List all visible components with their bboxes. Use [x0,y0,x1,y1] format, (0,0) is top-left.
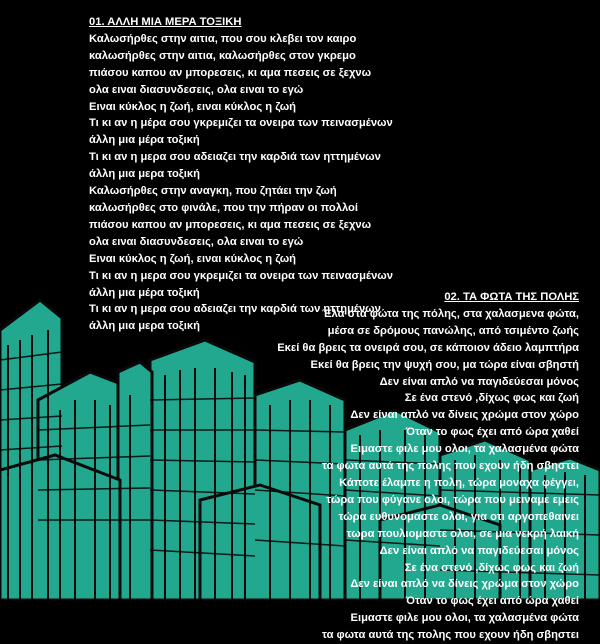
lyric-line: Ειμαστε φιλε μου ολοι, τα χαλασμένα φώτα [350,443,579,456]
song-1-lyrics [89,14,509,335]
lyric-line: Ειμαστε φιλε μου ολοι, τα χαλασμένα φώτα [350,612,579,625]
lyric-line: άλλη μια μέρα τοξική [89,286,200,299]
lyric-line: Δεν είναι απλό να δίνεις χρώμα στον χώρο [350,578,579,591]
lyric-line: τωρα πουλιομαστε ολοι, σε μια νεκρή λαική [346,527,579,540]
lyric-line: άλλη μια μερα τοξική [89,320,200,333]
lyric-line: Εκεί θα βρεις την ψυχή σου, μα τώρα είναι σβηστή [310,358,579,371]
lyric-line: Έλα στα φώτα της πόλης, στα χαλασμενα φώτα, [321,307,579,320]
song-2-title: 02. ΤΑ ΦΩΤΑ ΤΗΣ ΠΟΛΗΣ [444,291,579,303]
lyric-line: Τι κι αν η μερα σου γκρεμιζει τα ονειρα των πεινασμένων [89,269,393,282]
lyric-line: τώρα που φύγανε ολοι, τώρα που μειναμε εμεις [326,493,579,506]
song-1-title: 01. ΑΛΛΗ ΜΙΑ ΜΕΡΑ ΤΟΞΙΚΗ [89,16,242,28]
lyric-line: Ειναι κύκλος η ζωή, ειναι κύκλος η ζωή [89,252,296,265]
lyric-line: Καλωσήρθες στην αναγκη, που ζητάει την ζωή [89,185,337,198]
lyric-line: Καλωσήρθες στην αιτια, που σου κλεβει τον καιρο [89,32,357,45]
lyric-line: Όταν το φως έχει από ώρα χαθεί [405,595,579,608]
song-2-lyrics [119,289,579,644]
lyric-line: Δεν είναι απλό να δίνεις χρώμα στον χώρο [350,409,579,422]
lyric-line: Σε ένα στενό ,δίχως φως και ζωή [404,561,579,574]
lyric-line: Ειναι κύκλος η ζωή, ειναι κύκλος η ζωή [89,100,296,113]
lyric-line: Τι κι αν η μέρα σου γκρεμιζει τα ονειρα των πεινασμένων [89,117,393,130]
lyric-line: πιάσου καπου αν μπορεσεις, κι αμα πεσεις σε ξεχνω [89,218,372,231]
lyric-line: ολα ειναι διασυνδεσεις, ολα ειναι το εγώ [89,235,304,248]
lyric-line: ολα ειναι διασυνδεσεις, ολα ειναι το εγώ [89,83,304,96]
lyric-line: μέσα σε δρόμους πανώλης, από τσιμέντο ζωής [327,324,579,337]
lyric-line: άλλη μια μέρα τοξική [89,134,200,147]
lyric-line: πιάσου καπου αν μπορεσεις, κι αμα πεσεις σε ξεχνω [89,66,372,79]
lyric-line: άλλη μια μερα τοξική [89,168,200,181]
lyric-line: καλωσήρθες στην αιτια, καλωσήρθες στον γκρεμο [89,49,356,62]
lyric-line: Κάποτε έλαμπε η πολη, τώρα μοναχα φέγγει, [339,476,579,489]
lyric-line: Όταν το φως έχει από ώρα χαθεί [405,426,579,439]
lyric-line: καλωσήρθες στο φινάλε, που την πήραν οι πολλοί [89,201,358,214]
lyric-line: τα φωτα αυτά της πολης που εχουν ήδη σβηστει [321,460,579,473]
lyric-line: Τι κι αν η μερα σου αδειαζει την καρδιά των ηττημένων [89,151,381,164]
lyric-line: Σε ένα στενό ,δίχως φως και ζωή [404,392,579,405]
lyric-line: Εκεί θα βρεις τα ονειρά σου, σε κάποιον άδειο λαμπτήρα [277,341,579,354]
lyric-line: τώρα ευθυνομαστε ολοι, για οτι αργοπεθαινει [338,510,579,523]
lyric-line: Τι κι αν η μερα σου αδειαζει την καρδιά των ηττημένων [89,303,381,316]
lyric-line: Δεν είναι απλό να παγιδεύεσαι μόνος [379,375,579,388]
lyric-line: Δεν είναι απλό να παγιδεύεσαι μόνος [379,544,579,557]
lyric-line: τα φωτα αυτά της πολης που εχουν ήδη σβηστει [321,629,579,642]
